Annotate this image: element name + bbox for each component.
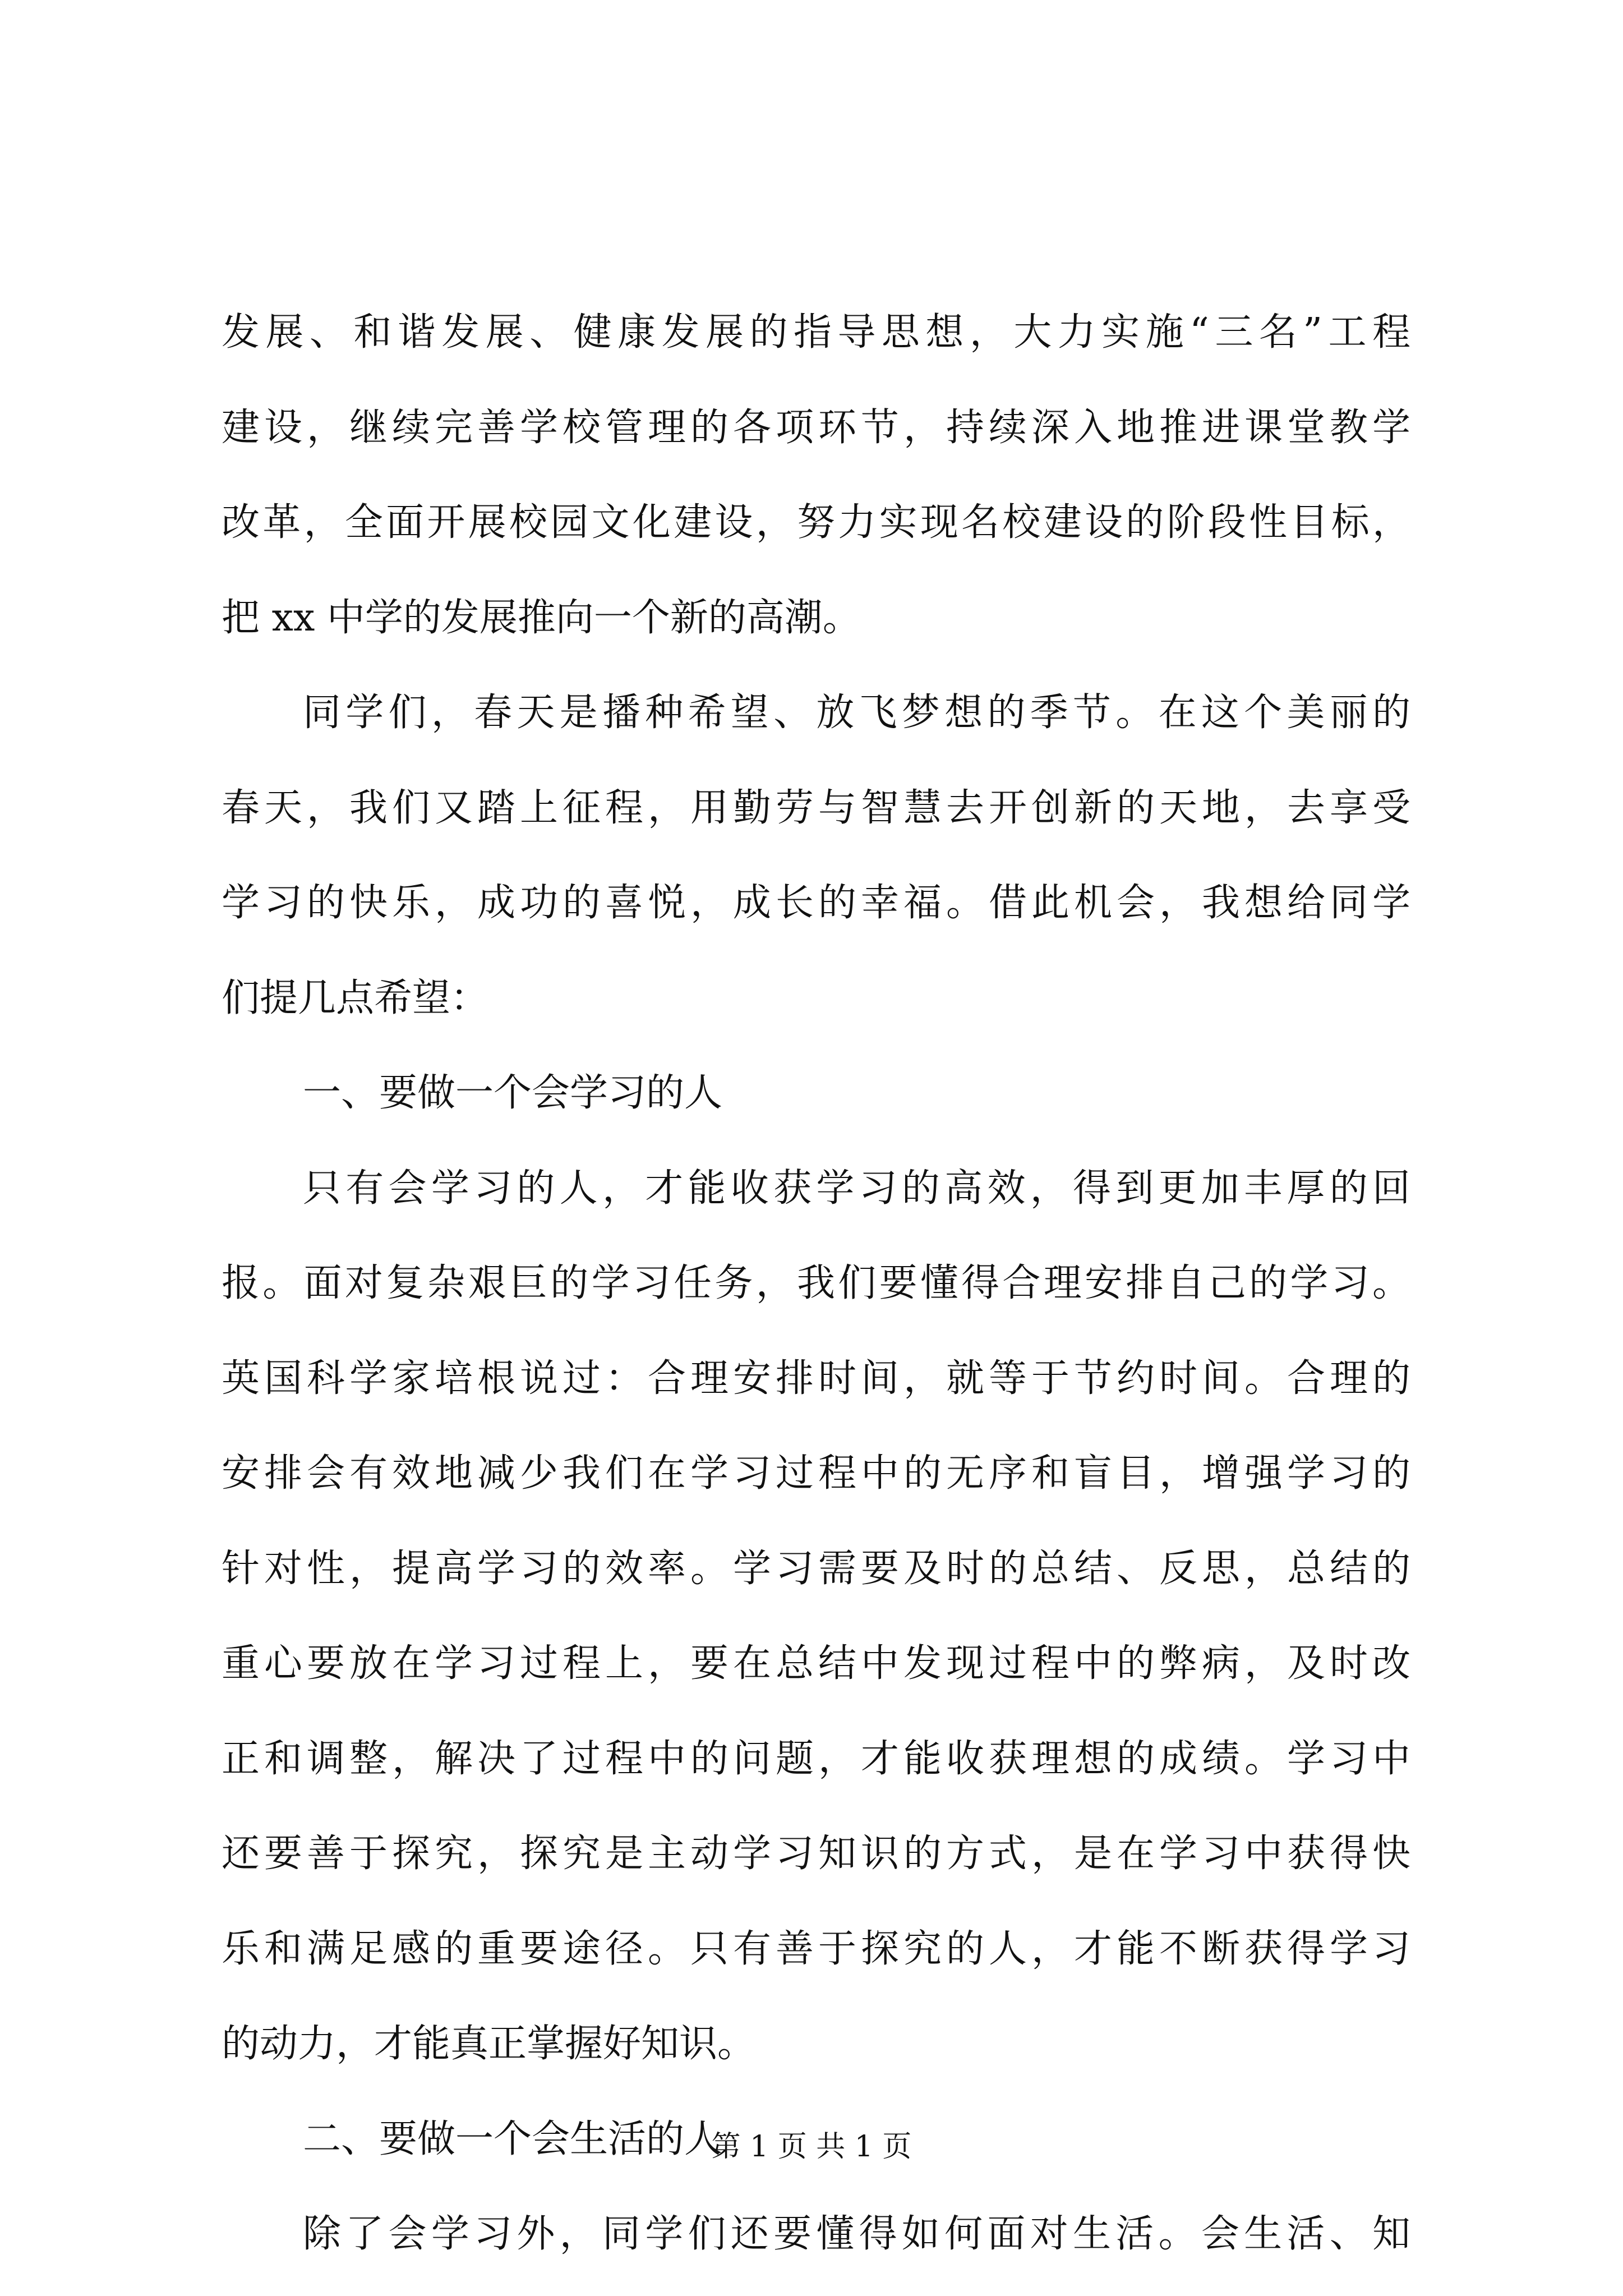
page-footer: 第 1 页 共 1 页	[711, 2130, 912, 2164]
text-line: 改革，全面开展校园文化建设，努力实现名校建设的阶段性目标，	[222, 500, 1410, 545]
text-line: 乐和满足感的重要途径。只有善于探究的人，才能不断获得学习	[222, 1926, 1410, 1971]
text-line: 学习的快乐，成功的喜悦，成长的幸福。借此机会，我想给同学	[222, 881, 1410, 925]
text-line: 报。面对复杂艰巨的学习任务，我们要懂得合理安排自己的学习。	[222, 1261, 1410, 1305]
body-text	[222, 285, 1410, 2282]
text-line: 春天，我们又踏上征程，用勤劳与智慧去开创新的天地，去享受	[222, 785, 1410, 830]
text-line: 还要善于探究，探究是主动学习知识的方式，是在学习中获得快	[222, 1832, 1410, 1876]
paragraph-start-line: 同学们，春天是播种希望、放飞梦想的季节。在这个美丽的	[303, 691, 1410, 735]
text-line: 把 xx 中学的发展推向一个新的高潮。	[222, 595, 861, 640]
text-line: 针对性，提高学习的效率。学习需要及时的总结、反思，总结的	[222, 1546, 1410, 1591]
text-line: 正和调整，解决了过程中的问题，才能收获理想的成绩。学习中	[222, 1736, 1410, 1781]
section-heading-1: 一、要做一个会学习的人	[303, 1071, 723, 1115]
text-line: 发展、和谐发展、健康发展的指导思想，大力实施“三名”工程	[222, 310, 1410, 355]
text-line: 建设，继续完善学校管理的各项环节，持续深入地推进课堂教学	[222, 405, 1410, 450]
paragraph-start-line: 除了会学习外，同学们还要懂得如何面对生活。会生活、知	[303, 2212, 1410, 2256]
text-line: 安排会有效地减少我们在学习过程中的无序和盲目，增强学习的	[222, 1451, 1410, 1496]
text-line: 的动力，才能真正掌握好知识。	[222, 2022, 756, 2066]
text-line: 重心要放在学习过程上，要在总结中发现过程中的弊病，及时改	[222, 1641, 1410, 1686]
paragraph-start-line: 只有会学习的人，才能收获学习的高效，得到更加丰厚的回	[303, 1166, 1410, 1211]
text-line: 英国科学家培根说过：合理安排时间，就等于节约时间。合理的	[222, 1356, 1410, 1401]
text-line: 们提几点希望：	[222, 976, 489, 1020]
section-heading-2: 二、要做一个会生活的人	[303, 2116, 723, 2161]
